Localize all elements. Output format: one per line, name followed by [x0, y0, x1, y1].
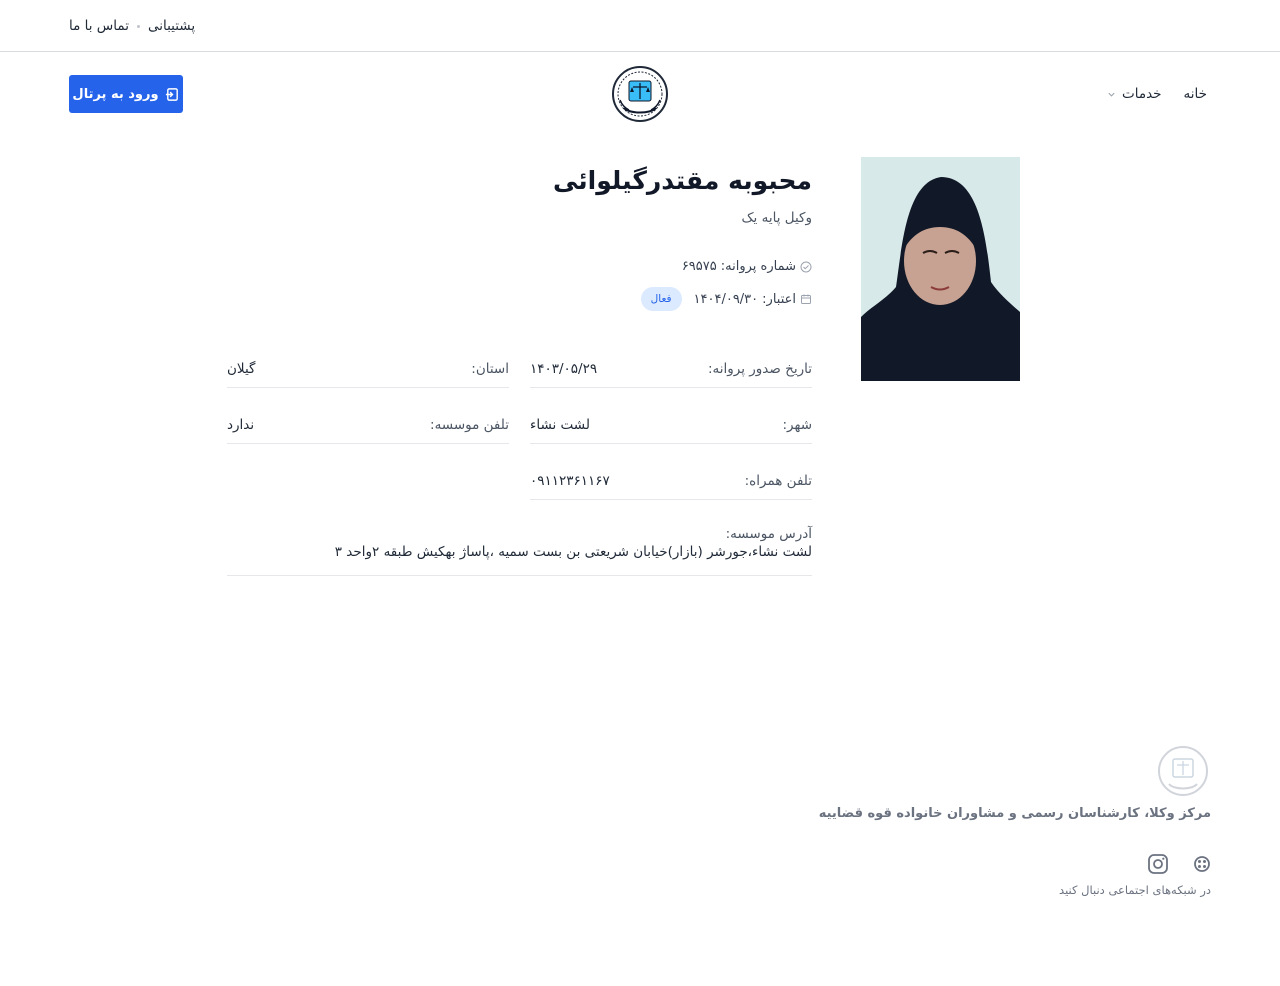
address-field — [227, 526, 812, 576]
aparat-icon[interactable] — [1190, 852, 1214, 876]
check-circle-icon — [800, 261, 812, 273]
status-badge: فعال — [641, 287, 682, 311]
nav-services-label: خدمات — [1122, 86, 1162, 102]
mobile-value: ۰۹۱۱۲۳۶۱۱۶۷ — [530, 472, 610, 489]
judiciary-emblem-icon — [610, 64, 670, 124]
nav-services[interactable] — [1107, 86, 1162, 102]
province-field — [227, 350, 509, 388]
lawyer-name: محبوبه مقتدرگیلوائی — [552, 166, 812, 195]
license-label: شماره پروانه: — [720, 259, 796, 274]
city-label: شهر: — [782, 416, 812, 433]
separator-dot — [137, 25, 140, 28]
issue-date-label: تاریخ صدور پروانه: — [707, 360, 812, 377]
city-field — [530, 406, 812, 444]
main-nav — [1097, 84, 1207, 104]
institute-phone-label: تلفن موسسه: — [430, 416, 509, 433]
address-value: لشت نشاء،جورشر (بازار)خیابان شریعتی بن بست سمیه ،پاساژ بهکیش طبقه ۲واحد ۳ — [334, 544, 812, 560]
institute-phone-field — [227, 406, 509, 444]
lawyer-portrait — [861, 157, 1020, 381]
mobile-label: تلفن همراه: — [744, 472, 812, 489]
portal-login-button[interactable] — [69, 75, 183, 113]
footer-emblem-icon — [1156, 744, 1210, 798]
chevron-down-icon — [1107, 90, 1116, 99]
lawyer-title: وکیل پایه یک — [741, 210, 812, 226]
nav-home[interactable]: خانه — [1183, 86, 1207, 102]
social-caption: در شبکه‌های اجتماعی دنبال کنید — [1059, 883, 1211, 897]
instagram-icon[interactable] — [1146, 852, 1170, 876]
mobile-field — [530, 462, 812, 500]
contact-link[interactable]: تماس با ما — [69, 18, 129, 34]
address-label: آدرس موسسه: — [725, 526, 812, 542]
top-links — [69, 16, 195, 36]
institute-phone-value: ندارد — [227, 416, 255, 433]
support-link[interactable]: پشتیبانی — [147, 18, 196, 34]
license-number: ۶۹۵۷۵ — [681, 259, 717, 274]
social-links — [1146, 852, 1214, 876]
login-icon — [165, 87, 180, 102]
validity-line — [641, 287, 812, 311]
province-label: استان: — [471, 360, 509, 377]
issue-date-value: ۱۴۰۳/۰۵/۲۹ — [530, 360, 598, 377]
license-line — [682, 259, 812, 274]
validity-date: ۱۴۰۴/۰۹/۳۰ — [693, 291, 759, 307]
city-value: لشت نشاء — [530, 416, 590, 433]
validity-label: اعتبار: — [762, 291, 796, 307]
province-value: گیلان — [227, 360, 256, 377]
issue-date-field — [530, 350, 812, 388]
footer-org-name: مرکز وکلا، کارشناسان رسمی و مشاوران خانواده قوه قضاییه — [818, 806, 1211, 821]
portal-button-label: ورود به پرتال — [72, 86, 159, 102]
calendar-icon — [800, 293, 812, 305]
